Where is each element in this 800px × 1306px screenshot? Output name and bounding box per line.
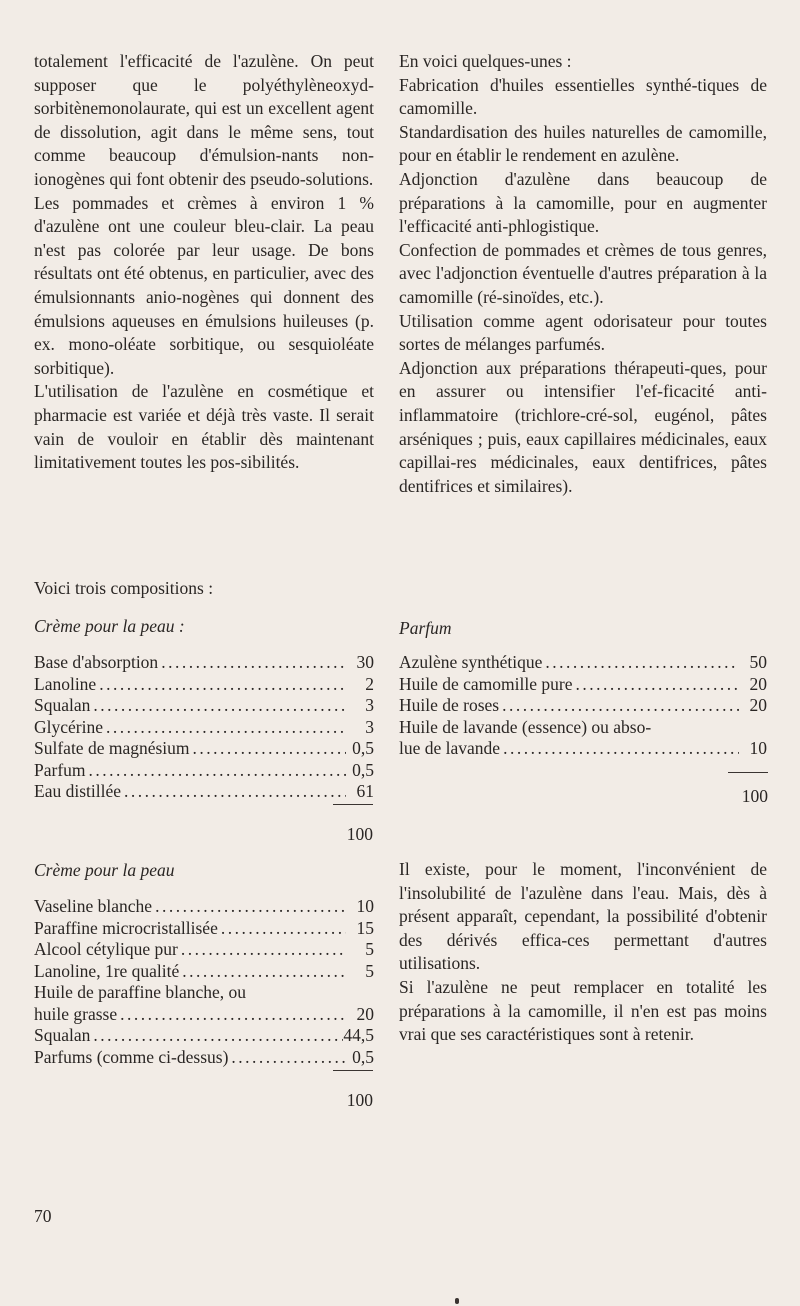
- ingredient-value: 30: [356, 652, 374, 672]
- ingredient-name: Huile de lavande (essence) ou abso-: [399, 716, 652, 737]
- conclusion-text: [399, 858, 767, 1047]
- ingredient-name: Parfum: [34, 759, 86, 780]
- ingredient-name: Vaseline blanche: [34, 896, 153, 916]
- ingredient-row: [34, 939, 374, 961]
- page-number: 70: [34, 1206, 52, 1226]
- ingredient-value: 20: [356, 1003, 374, 1024]
- parfum-total: 100: [741, 786, 768, 806]
- cream2-title: Crème pour la peau: [34, 860, 175, 880]
- cream1-title: Crème pour la peau :: [34, 616, 185, 636]
- ingredient-row: [34, 961, 374, 983]
- ingredient-row: [34, 760, 374, 782]
- ingredient-row: [34, 1004, 374, 1026]
- ingredient-row: [399, 674, 767, 696]
- ingredient-value: 20: [749, 695, 767, 715]
- ingredient-row: [399, 717, 767, 739]
- ingredient-row: [34, 781, 374, 803]
- ingredient-row: [34, 717, 374, 739]
- ingredient-name: Squalan: [34, 695, 91, 715]
- ingredient-name: Huile de camomille pure: [399, 673, 573, 694]
- ingredient-name: Eau distillée: [34, 781, 121, 801]
- ingredient-name: Glycérine: [34, 716, 103, 737]
- ingredient-value: 5: [365, 939, 374, 959]
- ingredient-value: 61: [356, 781, 374, 801]
- ingredient-name: lue de lavande: [399, 738, 501, 758]
- ingredient-name: Huile de roses: [399, 695, 500, 715]
- ingredient-row: [399, 695, 767, 717]
- ingredient-row: [34, 1025, 374, 1047]
- paragraph: L'utilisation de l'azulène en cosmétique et pharmacie est variée et déjà très vaste. Il serait vain de vouloir en établir dès maintenant limitativement toutes les pos-sibilités.: [34, 381, 374, 473]
- ingredient-value: 3: [365, 695, 374, 715]
- ingredient-name: Sulfate de magnésium: [34, 738, 190, 758]
- ingredient-value: 2: [365, 673, 374, 694]
- ingredient-value: 20: [749, 673, 767, 694]
- ingredient-name: huile grasse: [34, 1003, 118, 1024]
- paragraph: Si l'azulène ne peut remplacer en totalité les préparations à la camomille, il n'en est pas moins vrai que ses caractéristiques sont à retenir.: [399, 976, 767, 1045]
- total-rule: [728, 772, 768, 773]
- paragraph: Fabrication d'huiles essentielles synthé-tiques de camomille.: [399, 74, 767, 119]
- parfum-list: [399, 652, 767, 760]
- ingredient-row: [34, 1047, 374, 1069]
- cream1-list: [34, 652, 374, 803]
- paragraph: Il existe, pour le moment, l'inconvénient de l'insolubilité de l'azulène dans l'eau. Mais, dès à présent apparaît, cependant, la possibilité d'obtenir des dérivés effica-ces permettant d'autres utilisations.: [399, 859, 767, 974]
- compositions-heading: Voici trois compositions :: [34, 578, 214, 598]
- paragraph: Adjonction aux préparations thérapeuti-ques, pour en assurer ou intensifier l'ef-ficacité anti-inflammatoire (trichlore-cré-sol, eugénol, pâtes arséniques ; puis, eaux capillaires médicinales, eaux capillai-res médicinales, eaux dentifrices, pâtes dentifrices et similaires).: [399, 357, 767, 496]
- paragraph: totalement l'efficacité de l'azulène. On peut supposer que le polyéthylèneoxyd-sorbitènemonolaurate, qui est un excellent agent de dissolution, agit dans le même sens, tout comme beaucoup d'émulsion-nants non-ionogènes qui font obtenir des pseudo-solutions.: [34, 51, 374, 189]
- left-column-text: [34, 50, 374, 475]
- paragraph: Confection de pommades et crèmes de tous genres, avec l'adjonction éventuelle d'autres préparation à la camomille (ré-sinoïdes, etc.).: [399, 239, 767, 307]
- ingredient-row: [34, 982, 374, 1004]
- cream1-total: 100: [346, 824, 373, 844]
- ingredient-value: 0,5: [352, 738, 374, 758]
- ingredient-name: Base d'absorption: [34, 652, 159, 672]
- paragraph: Utilisation comme agent odorisateur pour toutes sortes de mélanges parfumés.: [399, 310, 767, 355]
- ingredient-name: Azulène synthétique: [399, 652, 543, 672]
- ingredient-value: 3: [365, 716, 374, 737]
- cream2-list: [34, 896, 374, 1068]
- paragraph: Les pommades et crèmes à environ 1 % d'azulène ont une couleur bleu-clair. La peau n'est pas colorée par leur usage. De bons résultats ont été obtenus, en particulier, avec des émulsionnants anio-nogènes qui donnent des émulsions aqueuses en émulsions huileuses (p. ex. mono-oléate sorbitique, ou sesquioléate sorbitique).: [34, 192, 374, 378]
- ingredient-value: 0,5: [352, 759, 374, 780]
- ingredient-name: Lanoline, 1re qualité: [34, 960, 180, 981]
- total-rule: [333, 1070, 373, 1071]
- ingredient-name: Huile de paraffine blanche, ou: [34, 982, 247, 1002]
- ingredient-row: [34, 695, 374, 717]
- ingredient-name: Alcool cétylique pur: [34, 939, 178, 959]
- ingredient-row: [34, 674, 374, 696]
- paragraph: Standardisation des huiles naturelles de camomille, pour en établir le rendement en azulène.: [399, 121, 767, 166]
- paragraph: En voici quelques-unes :: [399, 51, 572, 71]
- ingredient-name: Squalan: [34, 1025, 91, 1045]
- ingredient-value: 44,5: [343, 1025, 374, 1045]
- ingredient-value: 50: [749, 652, 767, 672]
- right-column-text: [399, 50, 767, 498]
- paragraph: Adjonction d'azulène dans beaucoup de préparations à la camomille, pour en augmenter l'efficacité anti-phlogistique.: [399, 168, 767, 237]
- ingredient-value: 0,5: [352, 1046, 374, 1067]
- parfum-title: Parfum: [399, 618, 452, 638]
- ingredient-row: [34, 896, 374, 918]
- total-rule: [333, 804, 373, 805]
- cream2-total: 100: [346, 1090, 373, 1110]
- ingredient-name: Paraffine microcristallisée: [34, 917, 218, 938]
- ingredient-row: [399, 738, 767, 760]
- ingredient-row: [34, 918, 374, 940]
- ingredient-name: Parfums (comme ci-dessus): [34, 1046, 229, 1067]
- ingredient-value: 15: [356, 917, 374, 938]
- ingredient-value: 10: [356, 896, 374, 916]
- ingredient-row: [34, 652, 374, 674]
- ingredient-row: [34, 738, 374, 760]
- ingredient-value: 5: [365, 960, 374, 981]
- ingredient-name: Lanoline: [34, 673, 97, 694]
- ingredient-value: 10: [749, 738, 767, 758]
- ingredient-row: [399, 652, 767, 674]
- ink-speck: [455, 1298, 459, 1304]
